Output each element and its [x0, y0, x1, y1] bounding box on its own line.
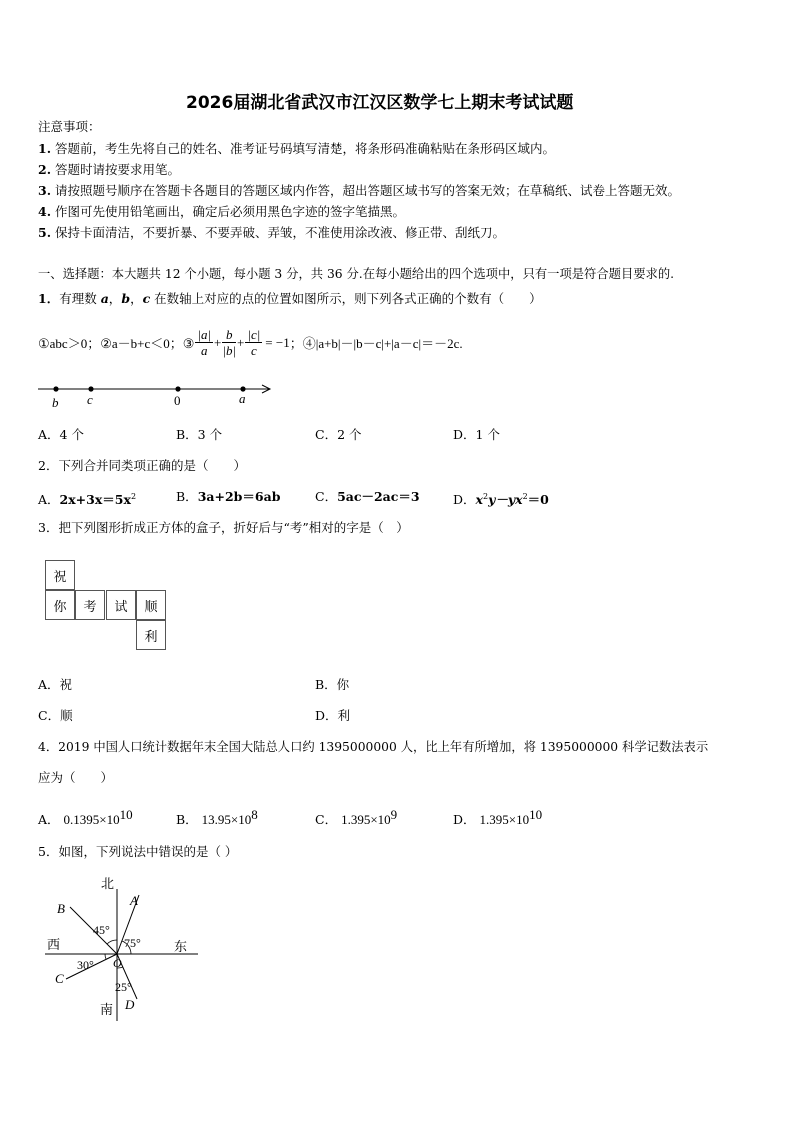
west-label: 西 — [47, 937, 61, 952]
net-cell: 利 — [136, 620, 166, 650]
q2-option-b[interactable]: B．3a+2b＝6ab — [176, 489, 281, 504]
net-cell: 祝 — [45, 560, 75, 590]
q3-option-d[interactable]: D．利 — [315, 708, 351, 723]
fraction-1: $\frac{|a|}{a}$ — [197, 327, 212, 358]
expr-part-2: ；④|a+b|－|b－c|+|a－c|＝－2c. — [289, 336, 463, 351]
expr-part-1: ①abc＞0；②a－b+c＜0；③ — [38, 336, 195, 351]
point-0 — [175, 386, 180, 391]
q1-option-d[interactable]: D．1 个 — [453, 427, 500, 442]
ray-label-c: C — [55, 971, 64, 986]
q3-option-a[interactable]: A．祝 — [38, 677, 73, 692]
notice-item: 5. 保持卡面清洁，不要折暴、不要弄破、弄皱，不准使用涂改液、修正带、刮纸刀。 — [38, 225, 506, 240]
q4-option-d[interactable]: D． $1.395\times 10^{10}$ — [453, 807, 543, 828]
angle-label-30: 30° — [77, 958, 94, 972]
net-cell: 顺 — [136, 590, 166, 620]
ray-label-a: A — [130, 893, 138, 908]
net-cell: 考 — [75, 590, 105, 620]
label-b: b — [52, 395, 59, 410]
angle-arc-45 — [107, 940, 117, 944]
question-1-expressions: ①abc＞0；②a－b+c＜0；③ $\frac{|a|}{a}$ + $\frac{b}{|b|}$ + $\frac{|c|}{c}$ = −1 ；④|a+b|－|b－c|+|a－c|＝－2c. — [38, 327, 463, 358]
net-cell: 试 — [106, 590, 136, 620]
compass-diagram — [40, 873, 205, 1023]
q1-option-b[interactable]: B．3 个 — [176, 427, 223, 442]
question-3-stem: 3．把下列图形折成正方体的盒子，折好后与“考”相对的字是（ ） — [38, 520, 409, 535]
east-label: 东 — [174, 939, 188, 954]
point-b — [53, 386, 58, 391]
section-heading: 一、选择题：本大题共 12 个小题，每小题 3 分，共 36 分.在每小题给出的四个选项中，只有一项是符合题目要求的. — [38, 267, 675, 281]
q2-option-d[interactable]: D．$x^2y-yx^2=0$ — [453, 492, 549, 508]
net-cell: 你 — [45, 590, 75, 620]
question-1-stem: 1．有理数 a，b，c 在数轴上对应的点的位置如图所示，则下列各式正确的个数有（ ） — [38, 291, 542, 306]
angle-arc-30 — [105, 954, 106, 959]
notice-item: 4. 作图可先使用铅笔画出，确定后必须用黑色字迹的签字笔描黑。 — [38, 204, 406, 219]
q2-option-a[interactable]: A．$2x+3x=5x^2$ — [38, 492, 137, 508]
q4-option-c[interactable]: C． $1.395\times 10^9$ — [315, 807, 398, 828]
q3-option-c[interactable]: C．顺 — [38, 708, 73, 723]
q4-option-a[interactable]: A． $0.1395\times 10^{10}$ — [38, 807, 133, 828]
north-label: 北 — [101, 876, 115, 891]
q2-option-c[interactable]: C．5ac－2ac＝3 — [315, 489, 420, 504]
notice-heading: 注意事项： — [38, 119, 101, 134]
q1-option-c[interactable]: C．2 个 — [315, 427, 362, 442]
question-4-stem: 4．2019 中国人口统计数据年末全国大陆总人口约 1395000000 人，比上年有所增加，将 1395000000 科学记数法表示 — [38, 740, 709, 754]
label-c: c — [87, 392, 93, 407]
south-label: 南 — [100, 1002, 114, 1017]
ray-label-d: D — [125, 997, 135, 1012]
question-2-stem: 2．下列合并同类项正确的是（ ） — [38, 458, 246, 473]
angle-label-25: 25° — [115, 980, 132, 994]
point-c — [88, 386, 93, 391]
fraction-3: $\frac{|c|}{c}$ — [247, 327, 261, 358]
fraction-2: $\frac{b}{|b|}$ — [222, 327, 237, 358]
ray-label-b: B — [57, 901, 65, 916]
question-5-stem: 5．如图，下列说法中错误的是（ ） — [38, 844, 238, 859]
notice-item: 1. 答题前，考生先将自己的姓名、准考证号码填写清楚，将条形码准确粘贴在条形码区域内。 — [38, 141, 556, 156]
origin-label: O — [113, 956, 122, 970]
page-title: 2026届湖北省武汉市江汉区数学七上期末考试试题 — [186, 93, 574, 113]
question-4-stem-cont: 应为（ ） — [38, 770, 114, 785]
notice-item: 3. 请按照题号顺序在答题卡各题目的答题区域内作答，超出答题区域书写的答案无效；在草稿纸、试卷上答题无效。 — [38, 183, 681, 198]
q4-option-b[interactable]: B． $13.95\times 10^8$ — [176, 807, 258, 828]
q3-option-b[interactable]: B．你 — [315, 677, 350, 692]
angle-label-75: 75° — [124, 936, 141, 950]
label-a: a — [239, 391, 246, 406]
number-line — [30, 378, 280, 410]
notice-item: 2. 答题时请按要求用笔。 — [38, 162, 181, 177]
q1-option-a[interactable]: A．4 个 — [38, 427, 84, 442]
angle-label-45: 45° — [93, 923, 110, 937]
label-0: 0 — [174, 393, 181, 408]
